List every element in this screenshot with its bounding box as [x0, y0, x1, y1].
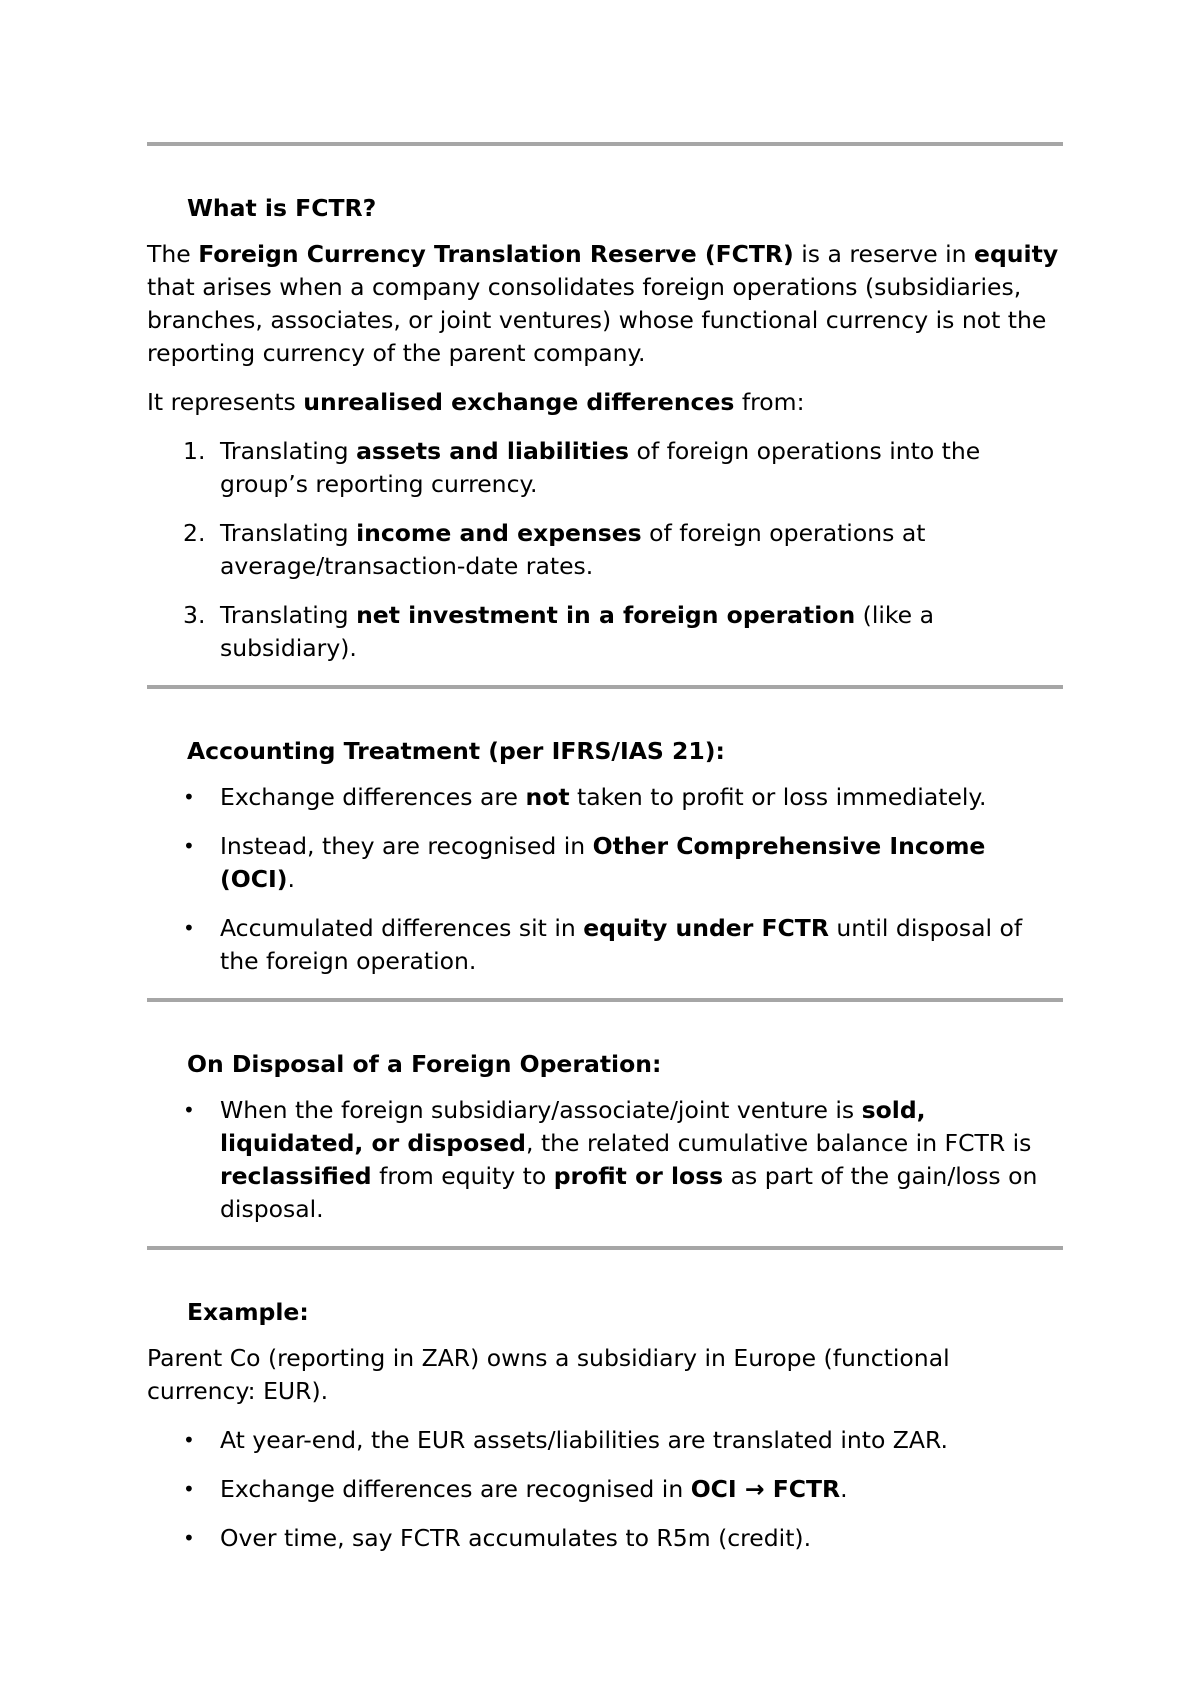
text-run: Translating	[220, 519, 357, 547]
example-paragraph	[147, 1342, 1063, 1408]
bullet-icon: •	[183, 785, 195, 809]
text-run: that arises when a company consolidates foreign operations (subsidiaries, branches, associates, or joint ventures) whose functional currency is not the reporting currency of the parent company.	[147, 273, 1047, 367]
bold-text: reclassified	[220, 1162, 372, 1190]
bullet-icon: •	[183, 1526, 195, 1550]
list-number: 2.	[183, 519, 206, 547]
list-number: 1.	[183, 437, 206, 465]
bullet-icon: •	[183, 1428, 195, 1452]
text-run: The	[147, 240, 199, 268]
bullet-icon: •	[183, 1098, 195, 1122]
numbered-list-item	[147, 435, 1063, 501]
numbered-list-item	[147, 599, 1063, 665]
bold-text: income and expenses	[356, 519, 642, 547]
text-run: as part of the gain/loss on disposal.	[220, 1162, 1038, 1223]
fctr-definition-paragraph	[147, 238, 1063, 370]
text-run: of foreign operations at average/transaction-date rates.	[220, 519, 926, 580]
text-run: At year-end, the EUR assets/liabilities are translated into ZAR.	[220, 1426, 948, 1454]
bold-text: profit or loss	[553, 1162, 724, 1190]
divider	[147, 142, 1063, 146]
bold-text: net investment in a foreign operation	[356, 601, 856, 629]
text-run: It represents	[147, 388, 304, 416]
text-run: When the foreign subsidiary/associate/joint venture is	[220, 1096, 862, 1124]
text-run: is a reserve in	[793, 240, 975, 268]
text-run: of foreign operations into the group’s reporting currency.	[220, 437, 981, 498]
bold-text: assets and liabilities	[356, 437, 629, 465]
text-run: .	[840, 1475, 848, 1503]
divider	[147, 1246, 1063, 1250]
bullet-list-item	[147, 781, 1063, 814]
bold-text: Foreign Currency Translation Reserve (FCTR)	[198, 240, 794, 268]
text-run: Accumulated differences sit in	[220, 914, 584, 942]
section-heading-what-is-fctr: What is FCTR?	[187, 194, 377, 222]
section-heading-on-disposal: On Disposal of a Foreign Operation:	[187, 1050, 662, 1078]
bold-text: OCI → FCTR	[690, 1475, 841, 1503]
text-run: .	[287, 865, 295, 893]
bullet-icon: •	[183, 916, 195, 940]
text-run: taken to profit or loss immediately.	[569, 783, 987, 811]
divider	[147, 998, 1063, 1002]
text-run: Translating	[220, 601, 357, 629]
accounting-treatment-list	[147, 781, 1063, 978]
document-page	[147, 142, 1063, 1571]
bold-text: not	[525, 783, 570, 811]
text-run: Over time, say FCTR accumulates to R5m (credit).	[220, 1524, 812, 1552]
text-run: Exchange differences are recognised in	[220, 1475, 691, 1503]
bullet-list-item	[147, 1473, 1063, 1506]
bullet-icon: •	[183, 1477, 195, 1501]
bold-text: sold, liquidated, or disposed	[220, 1096, 926, 1157]
text-run: until disposal of the foreign operation.	[220, 914, 1023, 975]
bullet-list-item	[147, 1094, 1063, 1226]
bullet-list-item	[147, 1424, 1063, 1457]
example-list	[147, 1424, 1063, 1555]
represents-paragraph	[147, 386, 1063, 419]
text-run: from:	[734, 388, 805, 416]
section-heading-accounting-treatment: Accounting Treatment (per IFRS/IAS 21):	[187, 737, 725, 765]
bold-text: unrealised exchange differences	[303, 388, 735, 416]
text-run: Parent Co (reporting in ZAR) owns a subsidiary in Europe (functional currency: EUR).	[147, 1344, 950, 1405]
section-heading-example: Example:	[187, 1298, 309, 1326]
text-run: , the related cumulative balance in FCTR is	[526, 1129, 1032, 1157]
bold-text: equity under FCTR	[583, 914, 829, 942]
text-run: Exchange differences are	[220, 783, 526, 811]
text-run: Instead, they are recognised in	[220, 832, 593, 860]
exchange-differences-list	[147, 435, 1063, 665]
divider	[147, 685, 1063, 689]
bullet-list-item	[147, 1522, 1063, 1555]
bullet-icon: •	[183, 834, 195, 858]
bold-text: equity	[974, 240, 1059, 268]
text-run: (like a subsidiary).	[220, 601, 934, 662]
bold-text: Other Comprehensive Income (OCI)	[220, 832, 986, 893]
text-run: from equity to	[371, 1162, 554, 1190]
bullet-list-item	[147, 912, 1063, 978]
bullet-list-item	[147, 830, 1063, 896]
numbered-list-item	[147, 517, 1063, 583]
list-number: 3.	[183, 601, 206, 629]
text-run: Translating	[220, 437, 357, 465]
disposal-list	[147, 1094, 1063, 1226]
